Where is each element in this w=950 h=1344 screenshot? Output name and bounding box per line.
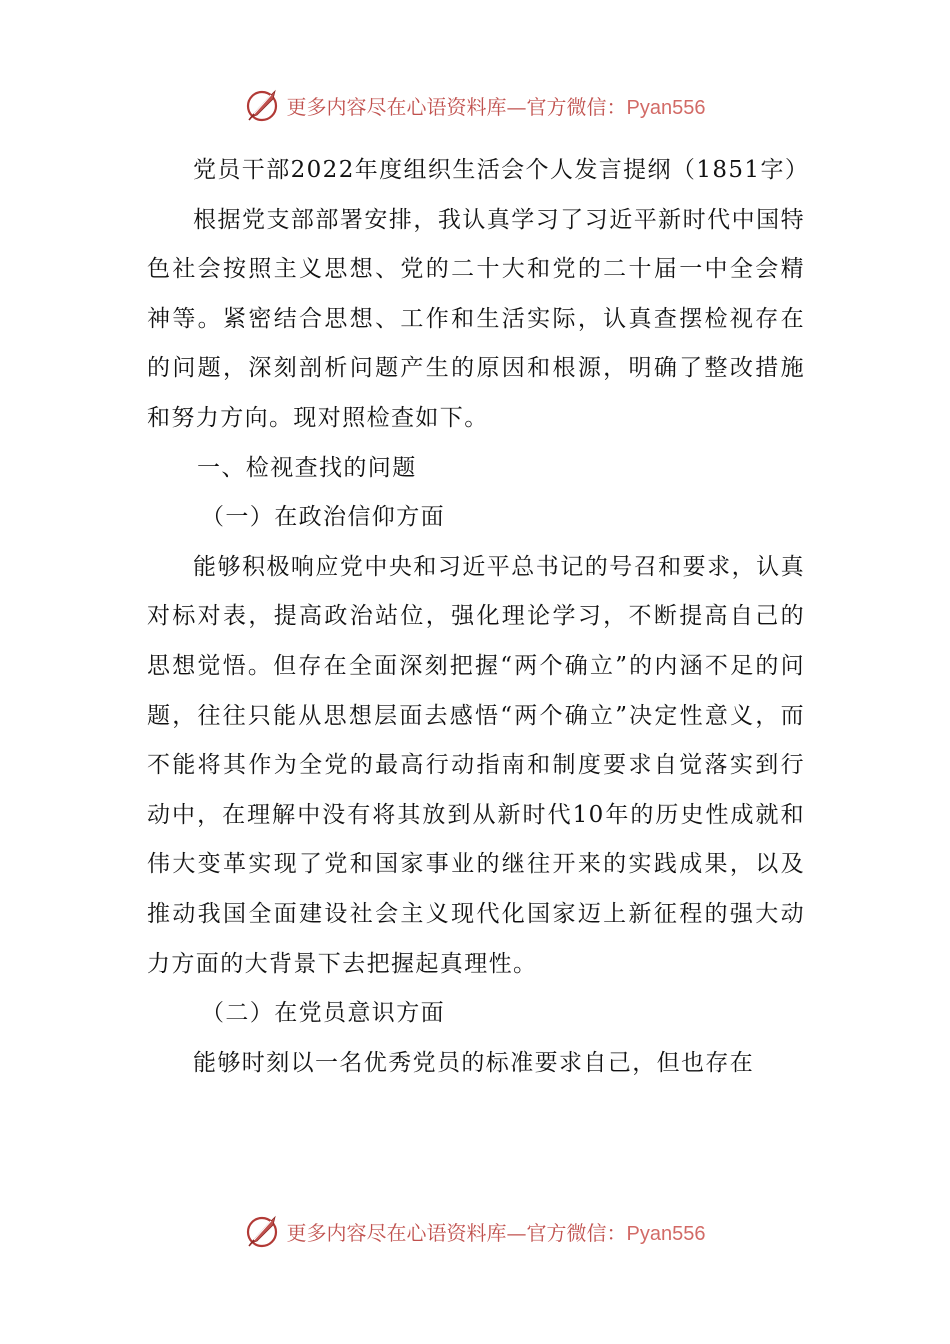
intro-paragraph: 根据党支部部署安排，我认真学习了习近平新时代中国特色社会按照主义思想、党的二十大和党的二十届一中全会精神等。紧密结合思想、工作和生活实际，认真查摆检视存在的问题，深刻剖析问题产生的原因和根源，明确了整改措施和努力方向。现对照检查如下。: [147, 206, 805, 431]
quill-pen-logo-icon: [245, 1213, 281, 1249]
subsection-heading-2: （二）在党员意识方面: [201, 1000, 445, 1027]
wechat-id: Pyan556: [626, 1222, 706, 1245]
subsection-heading-1: （一）在政治信仰方面: [201, 504, 445, 531]
watermark-banner-bottom: [0, 1208, 950, 1254]
subsection-body-2: 能够时刻以一名优秀党员的标准要求自己，但也存在: [193, 1049, 755, 1076]
quill-pen-logo-icon: [245, 87, 281, 123]
document-title: 党员干部2022年度组织生活会个人发言提纲（1851字）: [193, 157, 810, 183]
subsection-body-1: 能够积极响应党中央和习近平总书记的号召和要求，认真对标对表，提高政治站位，强化理论学习，不断提高自己的思想觉悟。但存在全面深刻把握“两个确立”的内涵不足的问题，往往只能从思想层面去感悟“两个确立”决定性意义，而不能将其作为全党的最高行动指南和制度要求自觉落实到行动中，在理解中没有将其放到从新时代10年的历史性成就和伟大变革实现了党和国家事业的继往开来的实践成果，以及推动我国全面建设社会主义现代化国家迈上新征程的强大动力方面的大背景下去把握起真理性。: [147, 553, 805, 977]
wechat-id: Pyan556: [626, 96, 706, 119]
watermark-text: 更多内容尽在心语资料库—官方微信：Pyan556: [286, 1220, 706, 1245]
document-body: [147, 146, 810, 1088]
watermark-banner-top: [0, 82, 950, 128]
watermark-text: 更多内容尽在心语资料库—官方微信：Pyan556: [286, 94, 706, 119]
section-heading-1: 一、检视查找的问题: [197, 454, 417, 481]
